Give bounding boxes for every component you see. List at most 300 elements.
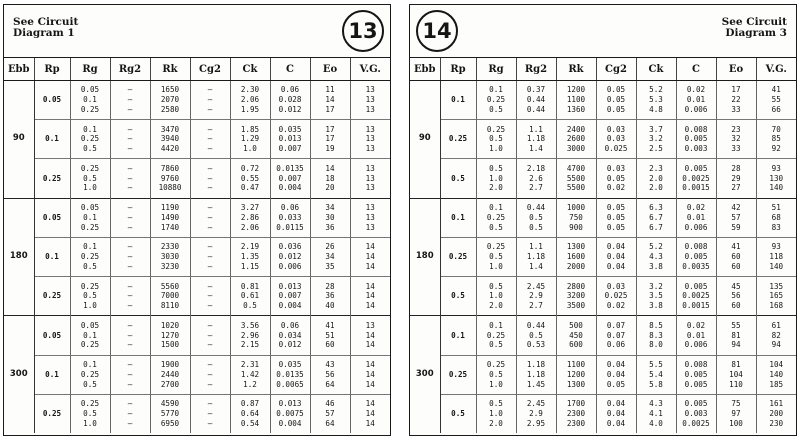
circuit-reference	[13, 17, 78, 39]
column-header-rg2: Rg2	[516, 58, 556, 81]
cell-value: 4.0	[649, 419, 663, 428]
cell-value: 4700	[566, 163, 586, 173]
cell-cg2	[190, 394, 230, 433]
cell-value: 0.025	[604, 144, 628, 154]
cell-value: 0.04	[606, 252, 626, 262]
cell-value: 0.05	[606, 173, 626, 183]
cell-value: —	[127, 379, 133, 389]
cell-value: 13	[365, 95, 375, 105]
cell-value: —	[127, 320, 133, 330]
cell-value: 165	[769, 291, 784, 301]
cell-value: —	[207, 183, 213, 193]
cell-value: 35	[325, 261, 335, 271]
cell-value: 0.5	[489, 281, 503, 291]
cell-value: 0.25	[486, 124, 506, 134]
cell-value: 61	[771, 320, 781, 330]
cell-vg	[350, 81, 390, 120]
cell-c	[676, 277, 716, 316]
cell-c	[270, 316, 310, 355]
rp-value: 0.1	[440, 81, 476, 120]
cell-value: 1.85	[240, 124, 260, 134]
cell-value: —	[127, 105, 133, 114]
cell-value: —	[207, 134, 213, 144]
cell-value: 82	[771, 330, 781, 340]
cell-c	[270, 159, 310, 198]
cell-value: 0.04	[606, 359, 626, 369]
table-row	[4, 355, 390, 394]
cell-value: 92	[771, 144, 781, 154]
cell-value: 17	[325, 134, 335, 144]
cell-value: 0.006	[684, 105, 708, 114]
cell-value: 0.05	[80, 203, 100, 213]
cell-value: 130	[769, 173, 784, 183]
cell-value: 110	[729, 379, 743, 389]
cell-eo	[716, 277, 756, 316]
cell-value: —	[127, 222, 133, 232]
cell-value: 19	[325, 144, 335, 154]
cell-value: 2.7	[529, 301, 543, 311]
cell-c	[270, 237, 310, 276]
cell-value: 0.5	[489, 369, 503, 379]
cell-value: 1.0	[83, 419, 97, 428]
table-row	[4, 316, 390, 355]
cell-eo	[310, 277, 350, 316]
cell-value: 0.0135	[276, 369, 304, 379]
table-row	[410, 81, 796, 120]
cell-cg2	[190, 355, 230, 394]
cell-value: 70	[771, 124, 781, 134]
cell-value: —	[207, 144, 213, 154]
cell-rk	[556, 120, 596, 159]
cell-rg	[476, 394, 516, 433]
cell-value: 0.5	[489, 222, 503, 232]
cell-value: 600	[569, 340, 583, 350]
cell-value: 0.81	[240, 281, 260, 291]
cell-value: 2.0	[649, 183, 663, 193]
cell-ck	[230, 394, 270, 433]
cell-ck	[230, 237, 270, 276]
cell-value: 3030	[160, 252, 180, 262]
cell-value: —	[127, 85, 133, 95]
cell-value: 2400	[566, 124, 586, 134]
cell-value: 1.15	[240, 261, 260, 271]
cell-c	[270, 81, 310, 120]
cell-value: 1600	[566, 252, 586, 262]
cell-value: —	[127, 144, 133, 154]
cell-value: 0.003	[684, 144, 708, 154]
table-row	[410, 394, 796, 433]
cell-rg	[70, 198, 110, 237]
cell-value: 28	[731, 163, 741, 173]
cell-value: 0.05	[606, 212, 626, 222]
cell-value: 0.54	[240, 419, 260, 428]
cell-value: 5.2	[649, 242, 663, 252]
cell-value: 1200	[566, 85, 586, 95]
cell-value: 0.47	[240, 183, 260, 193]
cell-value: 1700	[566, 399, 586, 409]
cell-value: —	[207, 261, 213, 271]
cell-rg2	[110, 198, 150, 237]
rp-value: 0.5	[440, 159, 476, 198]
cell-value: 36	[325, 222, 335, 232]
cell-eo	[716, 81, 756, 120]
cell-value: 0.25	[80, 222, 100, 232]
cell-value: 1650	[160, 85, 180, 95]
cell-value: —	[127, 95, 133, 105]
cell-value: 0.0065	[276, 379, 304, 389]
cell-eo	[310, 81, 350, 120]
cell-value: 2.30	[240, 85, 260, 95]
cell-c	[676, 316, 716, 355]
cell-value: —	[207, 85, 213, 95]
cell-value: 97	[731, 409, 741, 419]
cell-rg2	[516, 277, 556, 316]
cell-rg2	[110, 237, 150, 276]
cell-rk	[556, 159, 596, 198]
cell-value: 0.006	[684, 222, 708, 232]
cell-value: 13	[365, 173, 375, 183]
cell-rg	[70, 159, 110, 198]
cell-value: 8.3	[649, 330, 663, 340]
circuit-reference-line2: Diagram 1	[13, 27, 75, 39]
cell-value: 3230	[160, 261, 180, 271]
cell-value: 118	[769, 252, 784, 262]
cell-value: 0.005	[684, 252, 708, 262]
cell-rg	[70, 394, 110, 433]
cell-ck	[230, 120, 270, 159]
cell-vg	[756, 198, 796, 237]
cell-value: —	[207, 105, 213, 114]
cell-value: 2.06	[240, 222, 260, 232]
cell-value: 5500	[566, 183, 586, 193]
cell-eo	[310, 120, 350, 159]
cell-rg	[476, 198, 516, 237]
cell-value: 0.04	[606, 399, 626, 409]
cell-value: —	[127, 163, 133, 173]
cell-value: 0.44	[526, 203, 546, 213]
cell-value: 14	[365, 359, 375, 369]
cell-value: 0.5	[489, 163, 503, 173]
cell-cg2	[190, 277, 230, 316]
cell-c	[270, 394, 310, 433]
cell-value: 0.004	[278, 183, 302, 193]
cell-value: 4590	[160, 399, 180, 409]
cell-value: 0.05	[80, 320, 100, 330]
cell-value: 0.035	[278, 124, 302, 134]
cell-value: 0.5	[243, 301, 257, 311]
cell-value: 0.0075	[276, 409, 304, 419]
cell-vg	[756, 394, 796, 433]
cell-value: 11	[325, 85, 335, 95]
cell-vg	[756, 355, 796, 394]
cell-value: 4.8	[649, 105, 663, 114]
cell-vg	[756, 277, 796, 316]
cell-value: 1.4	[529, 261, 543, 271]
cell-value: 3.27	[240, 203, 260, 213]
cell-rg2	[516, 355, 556, 394]
cell-value: 0.06	[280, 85, 300, 95]
cell-value: 1.0	[489, 379, 503, 389]
cell-vg	[350, 355, 390, 394]
cell-value: 14	[325, 95, 335, 105]
cell-value: 0.012	[278, 340, 302, 350]
cell-rg	[70, 355, 110, 394]
cell-value: 2.96	[240, 330, 260, 340]
column-header-eo: Eo	[310, 58, 350, 81]
cell-value: 60	[731, 252, 741, 262]
cell-value: 17	[731, 85, 741, 95]
ebb-value: 300	[410, 316, 440, 434]
cell-value: 0.5	[489, 134, 503, 144]
cell-value: —	[207, 330, 213, 340]
cell-value: 2.7	[529, 183, 543, 193]
cell-value: 6.7	[649, 212, 663, 222]
cell-cg2	[596, 237, 636, 276]
cell-value: 3.5	[649, 291, 663, 301]
cell-value: 34	[325, 203, 335, 213]
cell-c	[676, 198, 716, 237]
cell-value: 2.95	[526, 419, 546, 428]
cell-value: 3.8	[649, 301, 663, 311]
cell-value: 0.25	[486, 330, 506, 340]
cell-value: 0.5	[83, 261, 97, 271]
cell-value: 1.0	[83, 301, 97, 311]
cell-value: 13	[365, 320, 375, 330]
cell-value: 900	[569, 222, 583, 232]
cell-value: —	[207, 359, 213, 369]
cell-value: 0.25	[486, 242, 506, 252]
cell-ck	[636, 316, 676, 355]
rp-value: 0.25	[34, 277, 70, 316]
cell-value: —	[207, 320, 213, 330]
cell-value: 1.0	[83, 183, 97, 193]
cell-value: 0.005	[684, 399, 708, 409]
cell-value: 5500	[566, 173, 586, 183]
circuit-reference-line1: See Circuit	[13, 16, 79, 28]
cell-value: 140	[769, 183, 784, 193]
cell-rg	[70, 120, 110, 159]
cell-value: 0.0015	[682, 301, 710, 311]
cell-value: 0.0135	[276, 163, 304, 173]
cell-value: 14	[365, 379, 375, 389]
cell-value: —	[207, 124, 213, 134]
cell-value: 2440	[160, 369, 180, 379]
cell-value: 5.4	[649, 369, 663, 379]
cell-value: 1360	[566, 105, 586, 114]
cell-vg	[756, 237, 796, 276]
cell-value: 3940	[160, 134, 180, 144]
cell-value: 0.5	[489, 252, 503, 262]
cell-value: 13	[365, 134, 375, 144]
cell-value: 0.006	[278, 261, 302, 271]
cell-value: 26	[325, 242, 335, 252]
cell-value: 2.0	[649, 173, 663, 183]
cell-value: 14	[365, 419, 375, 428]
cell-value: 0.55	[240, 173, 260, 183]
table-row	[4, 159, 390, 198]
cell-value: 56	[731, 291, 741, 301]
cell-value: 0.1	[83, 95, 97, 105]
cell-value: —	[127, 301, 133, 311]
cell-vg	[350, 237, 390, 276]
cell-value: 0.05	[606, 203, 626, 213]
cell-value: 1500	[160, 340, 180, 350]
cell-value: 0.008	[684, 124, 708, 134]
cell-value: 7000	[160, 291, 180, 301]
cell-value: 41	[325, 320, 335, 330]
cell-eo	[310, 159, 350, 198]
cell-value: —	[207, 291, 213, 301]
cell-value: 3470	[160, 124, 180, 134]
cell-eo	[310, 198, 350, 237]
cell-value: —	[127, 340, 133, 350]
cell-value: 0.02	[606, 301, 626, 311]
cell-value: —	[127, 419, 133, 428]
cell-value: 0.53	[526, 340, 546, 350]
cell-value: 28	[325, 281, 335, 291]
cell-value: 0.25	[486, 212, 506, 222]
cell-value: 14	[365, 291, 375, 301]
cell-value: 1.0	[489, 291, 503, 301]
cell-value: 27	[731, 183, 741, 193]
table-body	[410, 81, 796, 434]
cell-value: 93	[771, 242, 781, 252]
cell-value: 0.5	[529, 222, 543, 232]
cell-value: 0.5	[489, 340, 503, 350]
column-header-vg: V.G.	[350, 58, 390, 81]
cell-value: 1.35	[240, 252, 260, 262]
cell-value: 4.3	[649, 252, 663, 262]
column-header-row	[410, 58, 796, 81]
rp-value: 0.1	[34, 355, 70, 394]
cell-value: 2000	[566, 261, 586, 271]
cell-value: 1.0	[243, 144, 257, 154]
column-header-rk: Rk	[556, 58, 596, 81]
cell-value: 1.42	[240, 369, 260, 379]
cell-value: 60	[731, 301, 741, 311]
cell-value: 140	[769, 369, 784, 379]
rp-value: 0.1	[34, 237, 70, 276]
cell-value: 40	[325, 301, 335, 311]
cell-value: 2.6	[529, 173, 543, 183]
column-header-c: C	[676, 58, 716, 81]
cell-value: 8.5	[649, 320, 663, 330]
cell-value: 34	[325, 252, 335, 262]
cell-value: 0.0115	[276, 222, 304, 232]
cell-value: 0.01	[686, 212, 706, 222]
table-row	[4, 237, 390, 276]
cell-value: 0.013	[278, 134, 302, 144]
cell-value: 0.03	[606, 163, 626, 173]
cell-value: 0.05	[606, 379, 626, 389]
cell-vg	[350, 394, 390, 433]
cell-value: 0.008	[684, 359, 708, 369]
cell-value: 0.25	[80, 369, 100, 379]
cell-c	[676, 159, 716, 198]
cell-ck	[230, 277, 270, 316]
cell-value: 66	[771, 105, 781, 114]
column-header-ck: Ck	[230, 58, 270, 81]
cell-value: 135	[769, 281, 784, 291]
cell-cg2	[190, 120, 230, 159]
cell-value: 2800	[566, 281, 586, 291]
cell-vg	[350, 120, 390, 159]
cell-value: 64	[325, 379, 335, 389]
cell-value: 0.25	[80, 163, 100, 173]
cell-value: 2.5	[649, 144, 663, 154]
cell-value: 0.5	[529, 212, 543, 222]
cell-eo	[310, 355, 350, 394]
cell-value: 0.05	[606, 222, 626, 232]
cell-value: 0.64	[240, 409, 260, 419]
table-row	[410, 316, 796, 355]
cell-rg2	[516, 237, 556, 276]
cell-value: 0.02	[686, 203, 706, 213]
cell-rg	[70, 277, 110, 316]
cell-ck	[636, 159, 676, 198]
cell-value: 0.25	[80, 252, 100, 262]
cell-value: 30	[325, 212, 335, 222]
cell-c	[676, 394, 716, 433]
cell-cg2	[596, 198, 636, 237]
cell-value: 1490	[160, 212, 180, 222]
column-header-rp: Rp	[34, 58, 70, 81]
cell-value: 13	[365, 105, 375, 114]
cell-value: 3000	[566, 144, 586, 154]
cell-rg2	[516, 198, 556, 237]
cell-c	[270, 198, 310, 237]
cell-value: 13	[365, 124, 375, 134]
cell-value: 1020	[160, 320, 180, 330]
cell-cg2	[190, 316, 230, 355]
cell-value: 29	[731, 173, 741, 183]
table-header-area	[4, 5, 390, 58]
cell-value: 0.25	[80, 105, 100, 114]
cell-value: 14	[365, 340, 375, 350]
cell-value: 2.31	[240, 359, 260, 369]
cell-value: 0.035	[278, 359, 302, 369]
table-row	[410, 355, 796, 394]
cell-value: 2700	[160, 379, 180, 389]
cell-rk	[150, 394, 190, 433]
cell-value: 0.44	[526, 320, 546, 330]
cell-value: 0.025	[604, 291, 628, 301]
cell-value: 0.25	[80, 281, 100, 291]
cell-value: 1900	[160, 359, 180, 369]
cell-rg	[476, 237, 516, 276]
cell-cg2	[596, 394, 636, 433]
cell-value: 13	[365, 222, 375, 232]
ebb-value: 180	[4, 198, 34, 316]
cell-value: 0.87	[240, 399, 260, 409]
cell-value: 6.7	[649, 222, 663, 232]
cell-value: —	[127, 291, 133, 301]
cell-rg	[70, 316, 110, 355]
cell-value: 81	[731, 359, 741, 369]
rp-value: 0.25	[440, 355, 476, 394]
cell-value: 23	[731, 124, 741, 134]
cell-value: —	[127, 330, 133, 340]
cell-value: —	[207, 379, 213, 389]
cell-ck	[230, 316, 270, 355]
cell-ck	[230, 159, 270, 198]
cell-value: 0.033	[278, 212, 302, 222]
cell-value: 41	[731, 242, 741, 252]
cell-value: 0.02	[606, 183, 626, 193]
rp-value: 0.25	[440, 120, 476, 159]
cell-value: 0.37	[526, 85, 546, 95]
cell-value: 0.03	[606, 281, 626, 291]
